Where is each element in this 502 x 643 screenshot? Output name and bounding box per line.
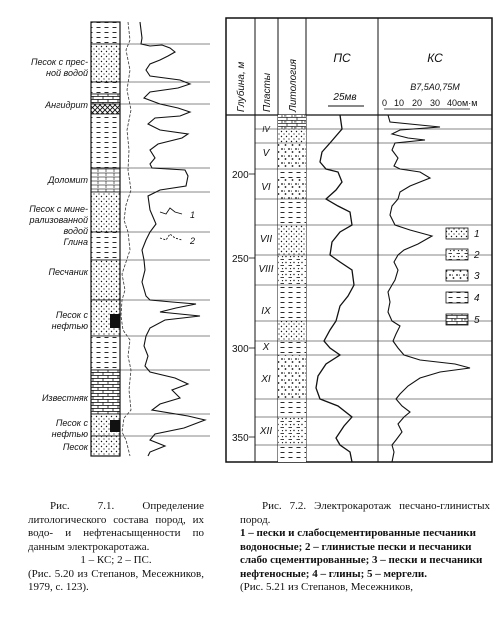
label-oil-sand-1a: Песок с [55,310,88,320]
layer-iv: IV [262,125,270,134]
layer-v: V [262,148,270,159]
caption2-source: (Рис. 5.21 из Степанов, Месежников, [240,581,414,593]
layer-xi: XI [261,374,271,385]
ks-tick-10: 10 [394,98,405,108]
label-sandstone: Песчаник [48,267,88,277]
depth-300: 300 [232,344,249,355]
caption2-text: Рис. 7.2. Электрокаротаж песчано-глинистых пород. [240,500,490,526]
layer-x: X [262,342,270,353]
label-mineral-water-sand-2: рализованной [29,215,88,225]
ks-tick-30: 30 [430,98,441,108]
header-layers: Пласты [262,72,273,112]
figure1-ks-curve [140,22,205,456]
depth-250: 250 [232,254,249,265]
figure2-header [235,51,477,113]
legend-5: 5 [474,315,480,326]
ks-tick-0: 0 [382,98,388,108]
figure1-lithology-column [91,22,120,456]
sp-scale-label: 25мв [333,92,357,103]
figure2-lithology-column [278,115,306,462]
header-lithology: Литология [288,58,299,112]
header-ks: КС [427,51,443,65]
caption1-legend: 1 – КС; 2 – ПС. [80,554,152,566]
ks-tick-40: 40ом·м [447,98,478,108]
layer-xii: XII [259,426,273,437]
label-sand: Песок [62,442,88,452]
ks-tick-20: 20 [412,98,423,108]
label-dolomite: Доломит [48,175,88,185]
layer-vii: VII [259,234,273,245]
legend-4: 4 [474,293,480,304]
depth-350: 350 [232,433,249,444]
legend-2: 2 [474,250,480,261]
layer-viii: VIII [258,264,274,275]
legend-3: 3 [474,271,480,282]
label-limestone: Известняк [41,393,88,403]
curve-label-2: 2 [190,236,196,246]
caption1-text: Рис. 7.1. Определение литологического состава пород, их водо- и нефтенасыщенности по данным электрокаротажа. [28,500,204,553]
layer-ix: IX [261,306,271,317]
label-mineral-water-sand-3: водой [63,226,88,236]
legend-1: 1 [474,229,480,240]
label-fresh-water-sand-1: Песок с прес- [30,57,88,67]
ks-probe-label: В7,5А0,75М [410,82,460,92]
figure2-layer-labels [258,125,273,437]
figure2-depth-ticks [232,170,255,444]
label-oil-sand-2b: нефтью [51,429,88,439]
label-anhydrite: Ангидрит [45,100,88,110]
caption-figure-7-2 [240,500,490,595]
caption-figure-7-1 [28,500,204,595]
header-sp: ПС [333,51,351,65]
header-depth: Глубина, м [236,61,247,112]
label-clay: Глина [63,237,88,247]
depth-200: 200 [232,170,249,181]
figure2-ks-curve [388,115,470,462]
figure2-sp-curve [316,115,354,462]
curve-label-1: 1 [190,210,196,220]
caption1-source: (Рис. 5.20 из Степанов, Месежников, 1979, с. 123). [28,567,204,593]
layer-vi: VI [261,182,271,193]
figure2-legend [446,228,480,326]
label-mineral-water-sand-1: Песок с мине- [29,204,88,214]
label-oil-sand-2a: Песок с [55,418,88,428]
caption2-legend: 1 – пески и слабосцементированные песчаники водоносные; 2 – глинистые пески и песчаники слабо сцементированные; 3 – пески и песчаники нефтеносные; 4 – глины; 5 – мергели. [240,527,483,580]
label-oil-sand-1b: нефтью [51,321,88,331]
label-fresh-water-sand-2: ной водой [46,68,88,78]
